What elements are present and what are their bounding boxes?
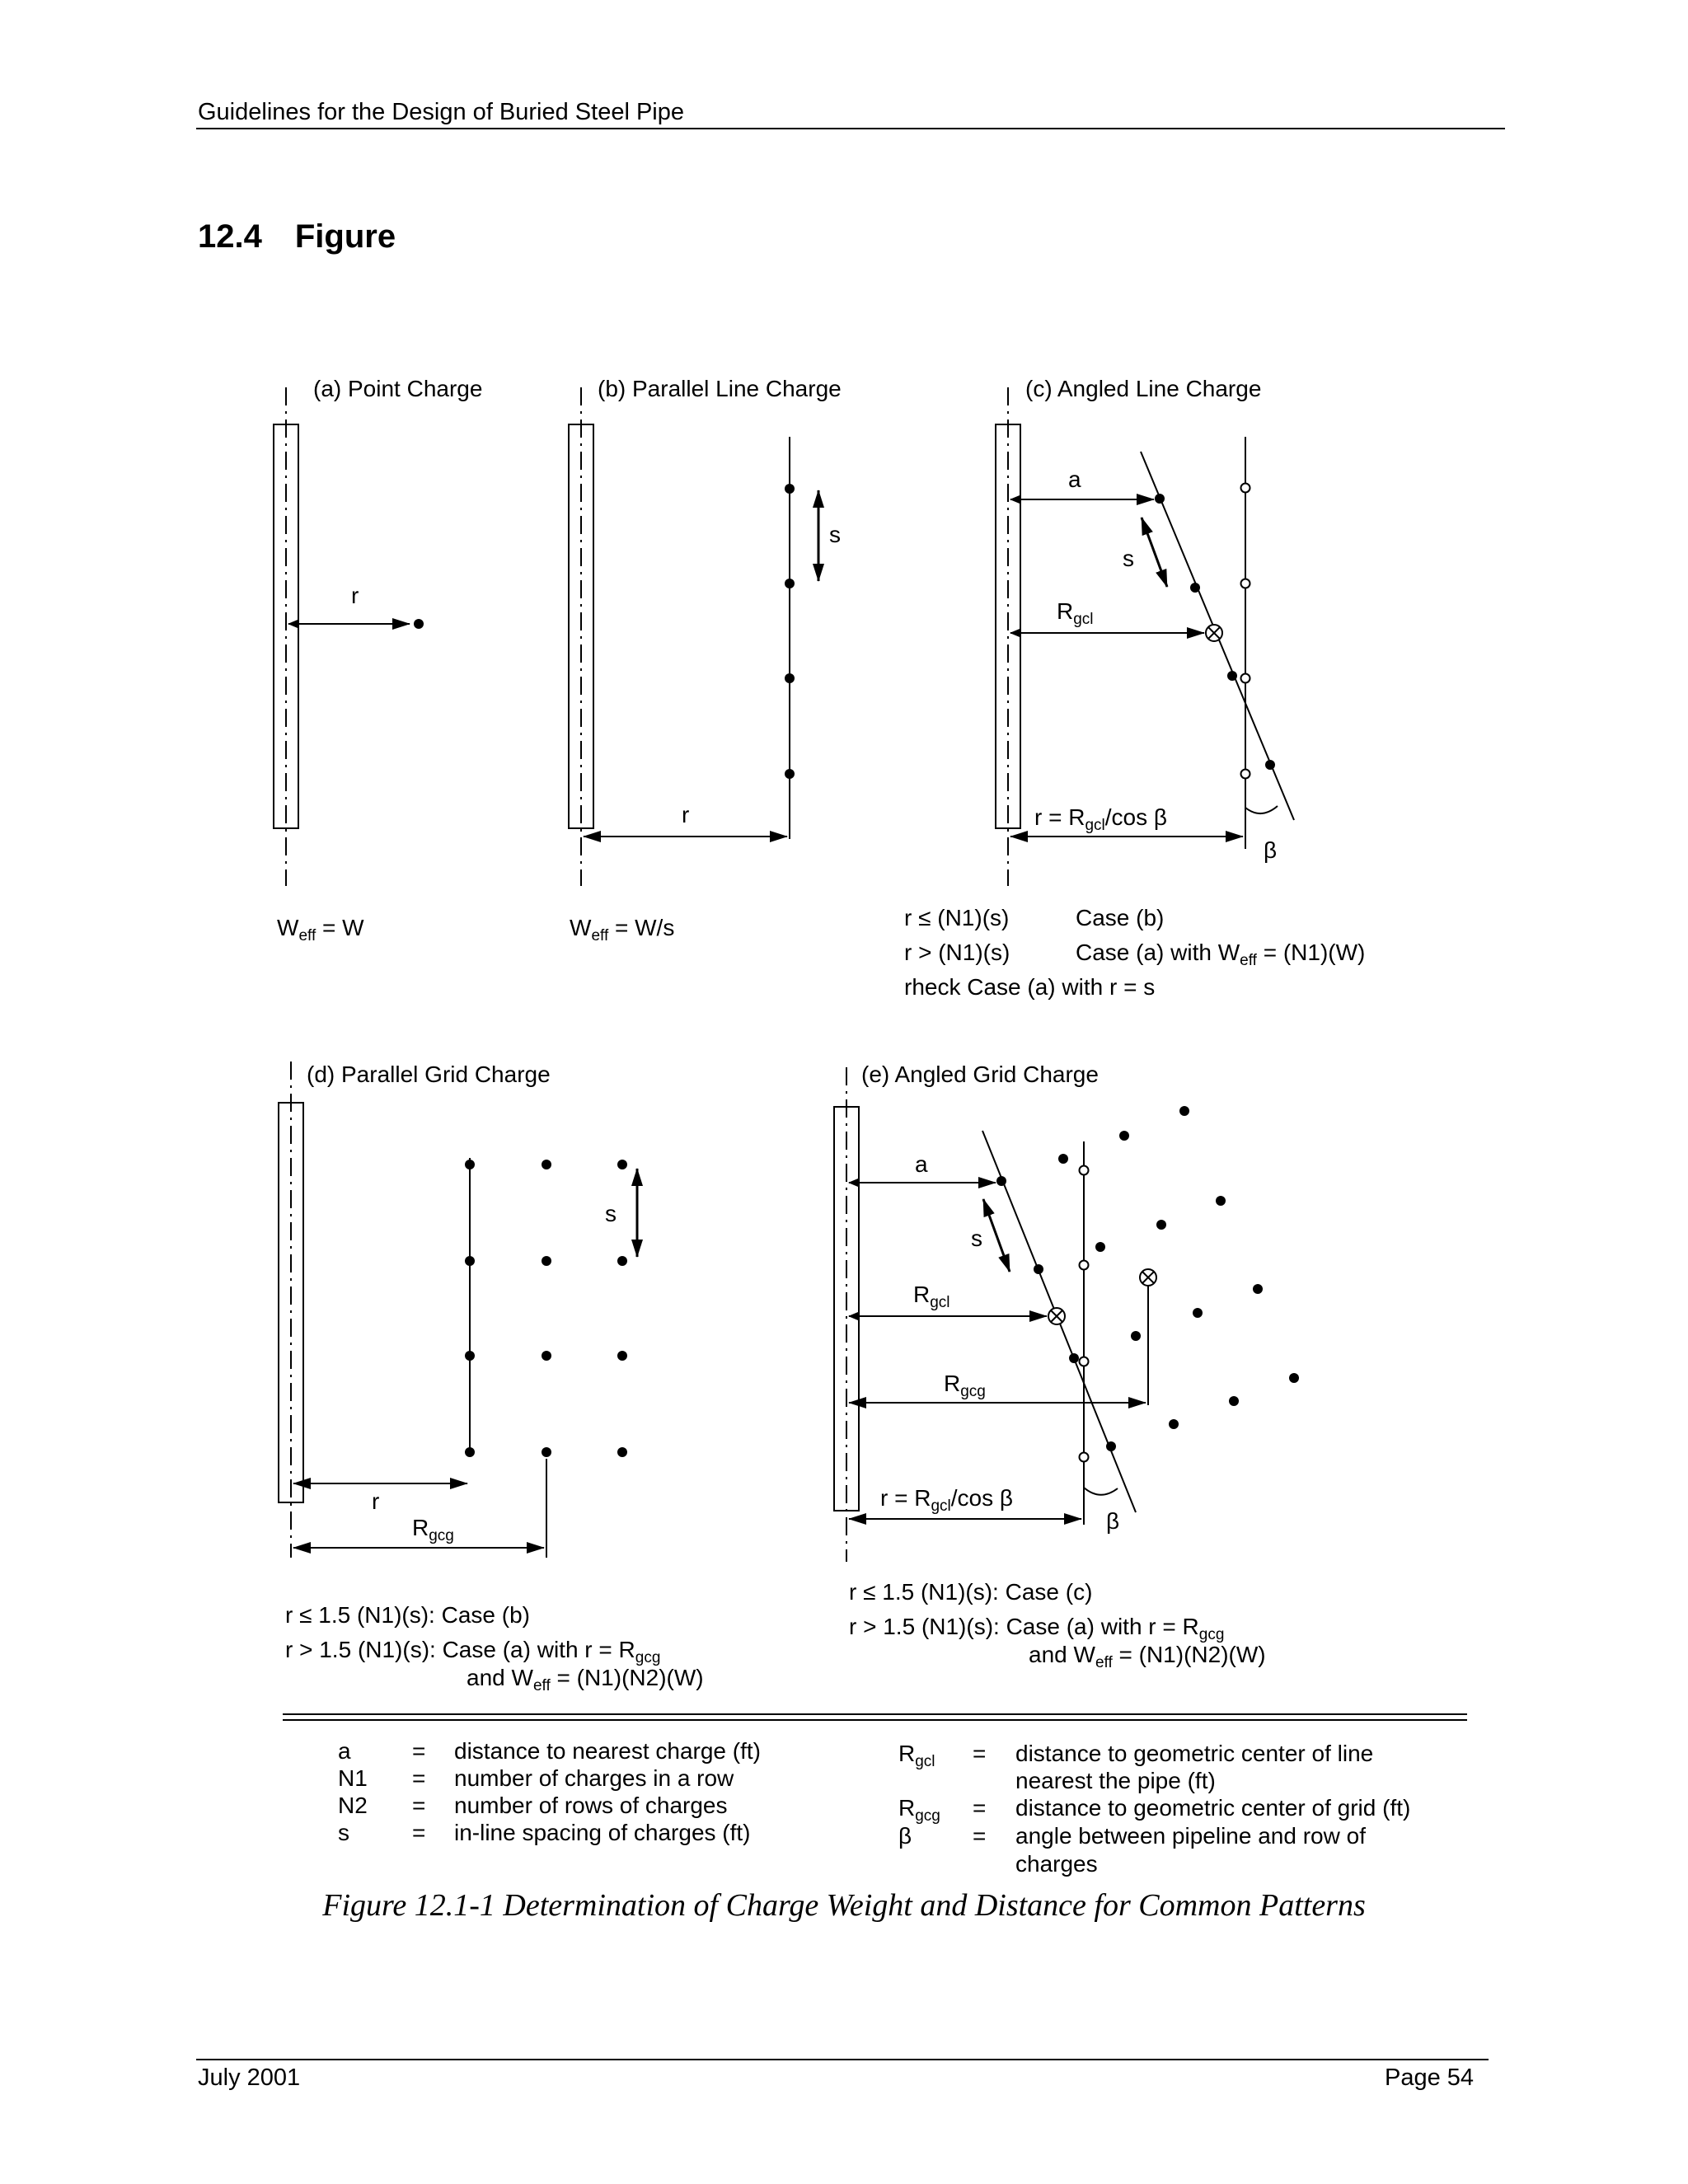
panel-d-cond2: r > 1.5 (N1)(s): Case (a) with $r = R_{gcg}$ xyxy=(285,1637,661,1666)
s-spacing-arrow xyxy=(1142,518,1167,587)
figure-caption: Figure 12.1-1 Determination of Charge Weight and Distance for Common Patterns xyxy=(322,1888,1366,1923)
grid-center-symbol xyxy=(1140,1269,1156,1286)
charge-point xyxy=(785,484,795,494)
footer-page-number: Page 54 xyxy=(1385,2064,1475,2091)
charge-point xyxy=(785,579,795,588)
legend-equals: = xyxy=(412,1820,426,1845)
panel-a-title: (a) Point Charge xyxy=(313,376,483,401)
projected-point xyxy=(1241,484,1250,493)
legend-symbol: $R_{gcl}$ xyxy=(898,1741,935,1770)
legend-equals: = xyxy=(412,1738,426,1764)
legend-definition: distance to geometric center of grid (ft) xyxy=(1015,1795,1411,1821)
charge-point xyxy=(785,673,795,683)
charge-point xyxy=(1155,494,1165,504)
grid-charges xyxy=(465,1160,627,1457)
panel-b-equation: $W_{eff} = W/s$ xyxy=(570,915,675,944)
legend-equals: = xyxy=(973,1823,987,1849)
legend-definition: distance to geometric center of line xyxy=(1015,1741,1374,1766)
panel-c-r-equation: $r = R_{gcl}/\cos$ β xyxy=(1034,804,1168,834)
legend-symbol: β xyxy=(898,1823,912,1849)
beta-angle-arc xyxy=(1245,806,1278,813)
panel-d-graphic xyxy=(279,1062,637,1558)
panel-b-s-label: s xyxy=(829,522,841,547)
legend-equals: = xyxy=(412,1793,426,1818)
panel-d-r-label: r xyxy=(372,1488,380,1514)
panel-e-rgcg-label: $R_{gcg}$ xyxy=(944,1371,986,1400)
projected-point xyxy=(1241,674,1250,683)
panel-e-a-label: a xyxy=(915,1151,928,1177)
legend-definition: distance to nearest charge (ft) xyxy=(454,1738,761,1764)
panel-d-rgcg-label: $R_{gcg}$ xyxy=(412,1515,454,1544)
legend-equals: = xyxy=(973,1741,987,1766)
panel-c-cond1-left: r ≤ (N1)(s) xyxy=(904,905,1010,930)
panel-c-cond2-right: Case (a) with $W_{eff} = (N1)(W)$ xyxy=(1076,940,1366,969)
panel-a-r-label: r xyxy=(351,583,359,608)
legend-symbol: N1 xyxy=(338,1765,368,1791)
panel-c-cond2-left: r > (N1)(s) xyxy=(904,940,1010,965)
panel-c-title: (c) Angled Line Charge xyxy=(1025,376,1262,401)
panel-d-title: (d) Parallel Grid Charge xyxy=(307,1062,551,1087)
legend-definition: number of charges in a row xyxy=(454,1765,734,1791)
section-number: 12.4 xyxy=(198,218,262,255)
legend-symbol: $R_{gcg}$ xyxy=(898,1795,940,1825)
panel-e-cond2: r > 1.5 (N1)(s): Case (a) with $r = R_{gcg}$ xyxy=(849,1614,1225,1643)
geometric-center-symbol xyxy=(1206,625,1222,641)
panel-a-graphic xyxy=(274,387,424,886)
panel-e-r-equation: $r = R_{gcl}/\cos$ β xyxy=(880,1485,1014,1515)
panel-e-rgcl-label: $R_{gcl}$ xyxy=(913,1282,950,1311)
charge-point xyxy=(1227,671,1237,681)
beta-angle-arc xyxy=(1084,1488,1118,1495)
projected-point xyxy=(1241,770,1250,779)
panel-c-cond3: rheck Case (a) with r = s xyxy=(904,974,1156,1000)
s-spacing-arrow xyxy=(983,1199,1010,1272)
panel-b-graphic xyxy=(569,387,818,886)
legend-definition-cont: nearest the pipe (ft) xyxy=(1015,1768,1216,1793)
running-header: Guidelines for the Design of Buried Steel Pipe xyxy=(198,99,685,125)
legend-symbol: a xyxy=(338,1738,351,1764)
line-center-symbol xyxy=(1048,1308,1065,1324)
legend-definition: angle between pipeline and row of xyxy=(1015,1823,1366,1849)
panel-c-s-label: s xyxy=(1123,546,1134,571)
panel-e-s-label: s xyxy=(971,1226,982,1251)
legend-equals: = xyxy=(412,1765,426,1791)
footer-date: July 2001 xyxy=(198,2064,301,2091)
panel-b-title: (b) Parallel Line Charge xyxy=(598,376,842,401)
panel-c-a-label: a xyxy=(1068,466,1081,492)
legend-definition: in-line spacing of charges (ft) xyxy=(454,1820,751,1845)
panel-d-cond1: r ≤ 1.5 (N1)(s): Case (b) xyxy=(285,1602,530,1628)
section-title: Figure xyxy=(294,218,396,255)
panel-e-cond1: r ≤ 1.5 (N1)(s): Case (c) xyxy=(849,1579,1093,1605)
charge-point xyxy=(1190,583,1200,593)
panel-d-s-label: s xyxy=(605,1201,617,1226)
legend-symbol: s xyxy=(338,1820,349,1845)
charge-point xyxy=(414,619,424,629)
panel-e-title: (e) Angled Grid Charge xyxy=(861,1062,1099,1087)
panel-e-beta-label: β xyxy=(1106,1508,1120,1534)
panel-c-cond1-right: Case (b) xyxy=(1076,905,1165,930)
panel-c-rgcl-label: $R_{gcl}$ xyxy=(1057,598,1094,628)
panel-c-beta-label: β xyxy=(1264,837,1278,863)
legend-definition: number of rows of charges xyxy=(454,1793,728,1818)
legend-equals: = xyxy=(973,1795,987,1821)
panel-e-cond3: and $W_{eff} = (N1)(N2)(W)$ xyxy=(1029,1642,1266,1671)
projected-point xyxy=(1241,579,1250,588)
charge-point xyxy=(1265,760,1275,770)
panel-d-cond3: and $W_{eff} = (N1)(N2)(W)$ xyxy=(467,1665,704,1694)
legend-symbol: N2 xyxy=(338,1793,368,1818)
legend-definition-cont: charges xyxy=(1015,1851,1098,1877)
charge-point xyxy=(785,769,795,779)
panel-b-r-label: r xyxy=(682,802,690,827)
footer-rule xyxy=(196,2059,1489,2060)
panel-a-equation: $W_{eff} = W$ xyxy=(277,915,364,944)
